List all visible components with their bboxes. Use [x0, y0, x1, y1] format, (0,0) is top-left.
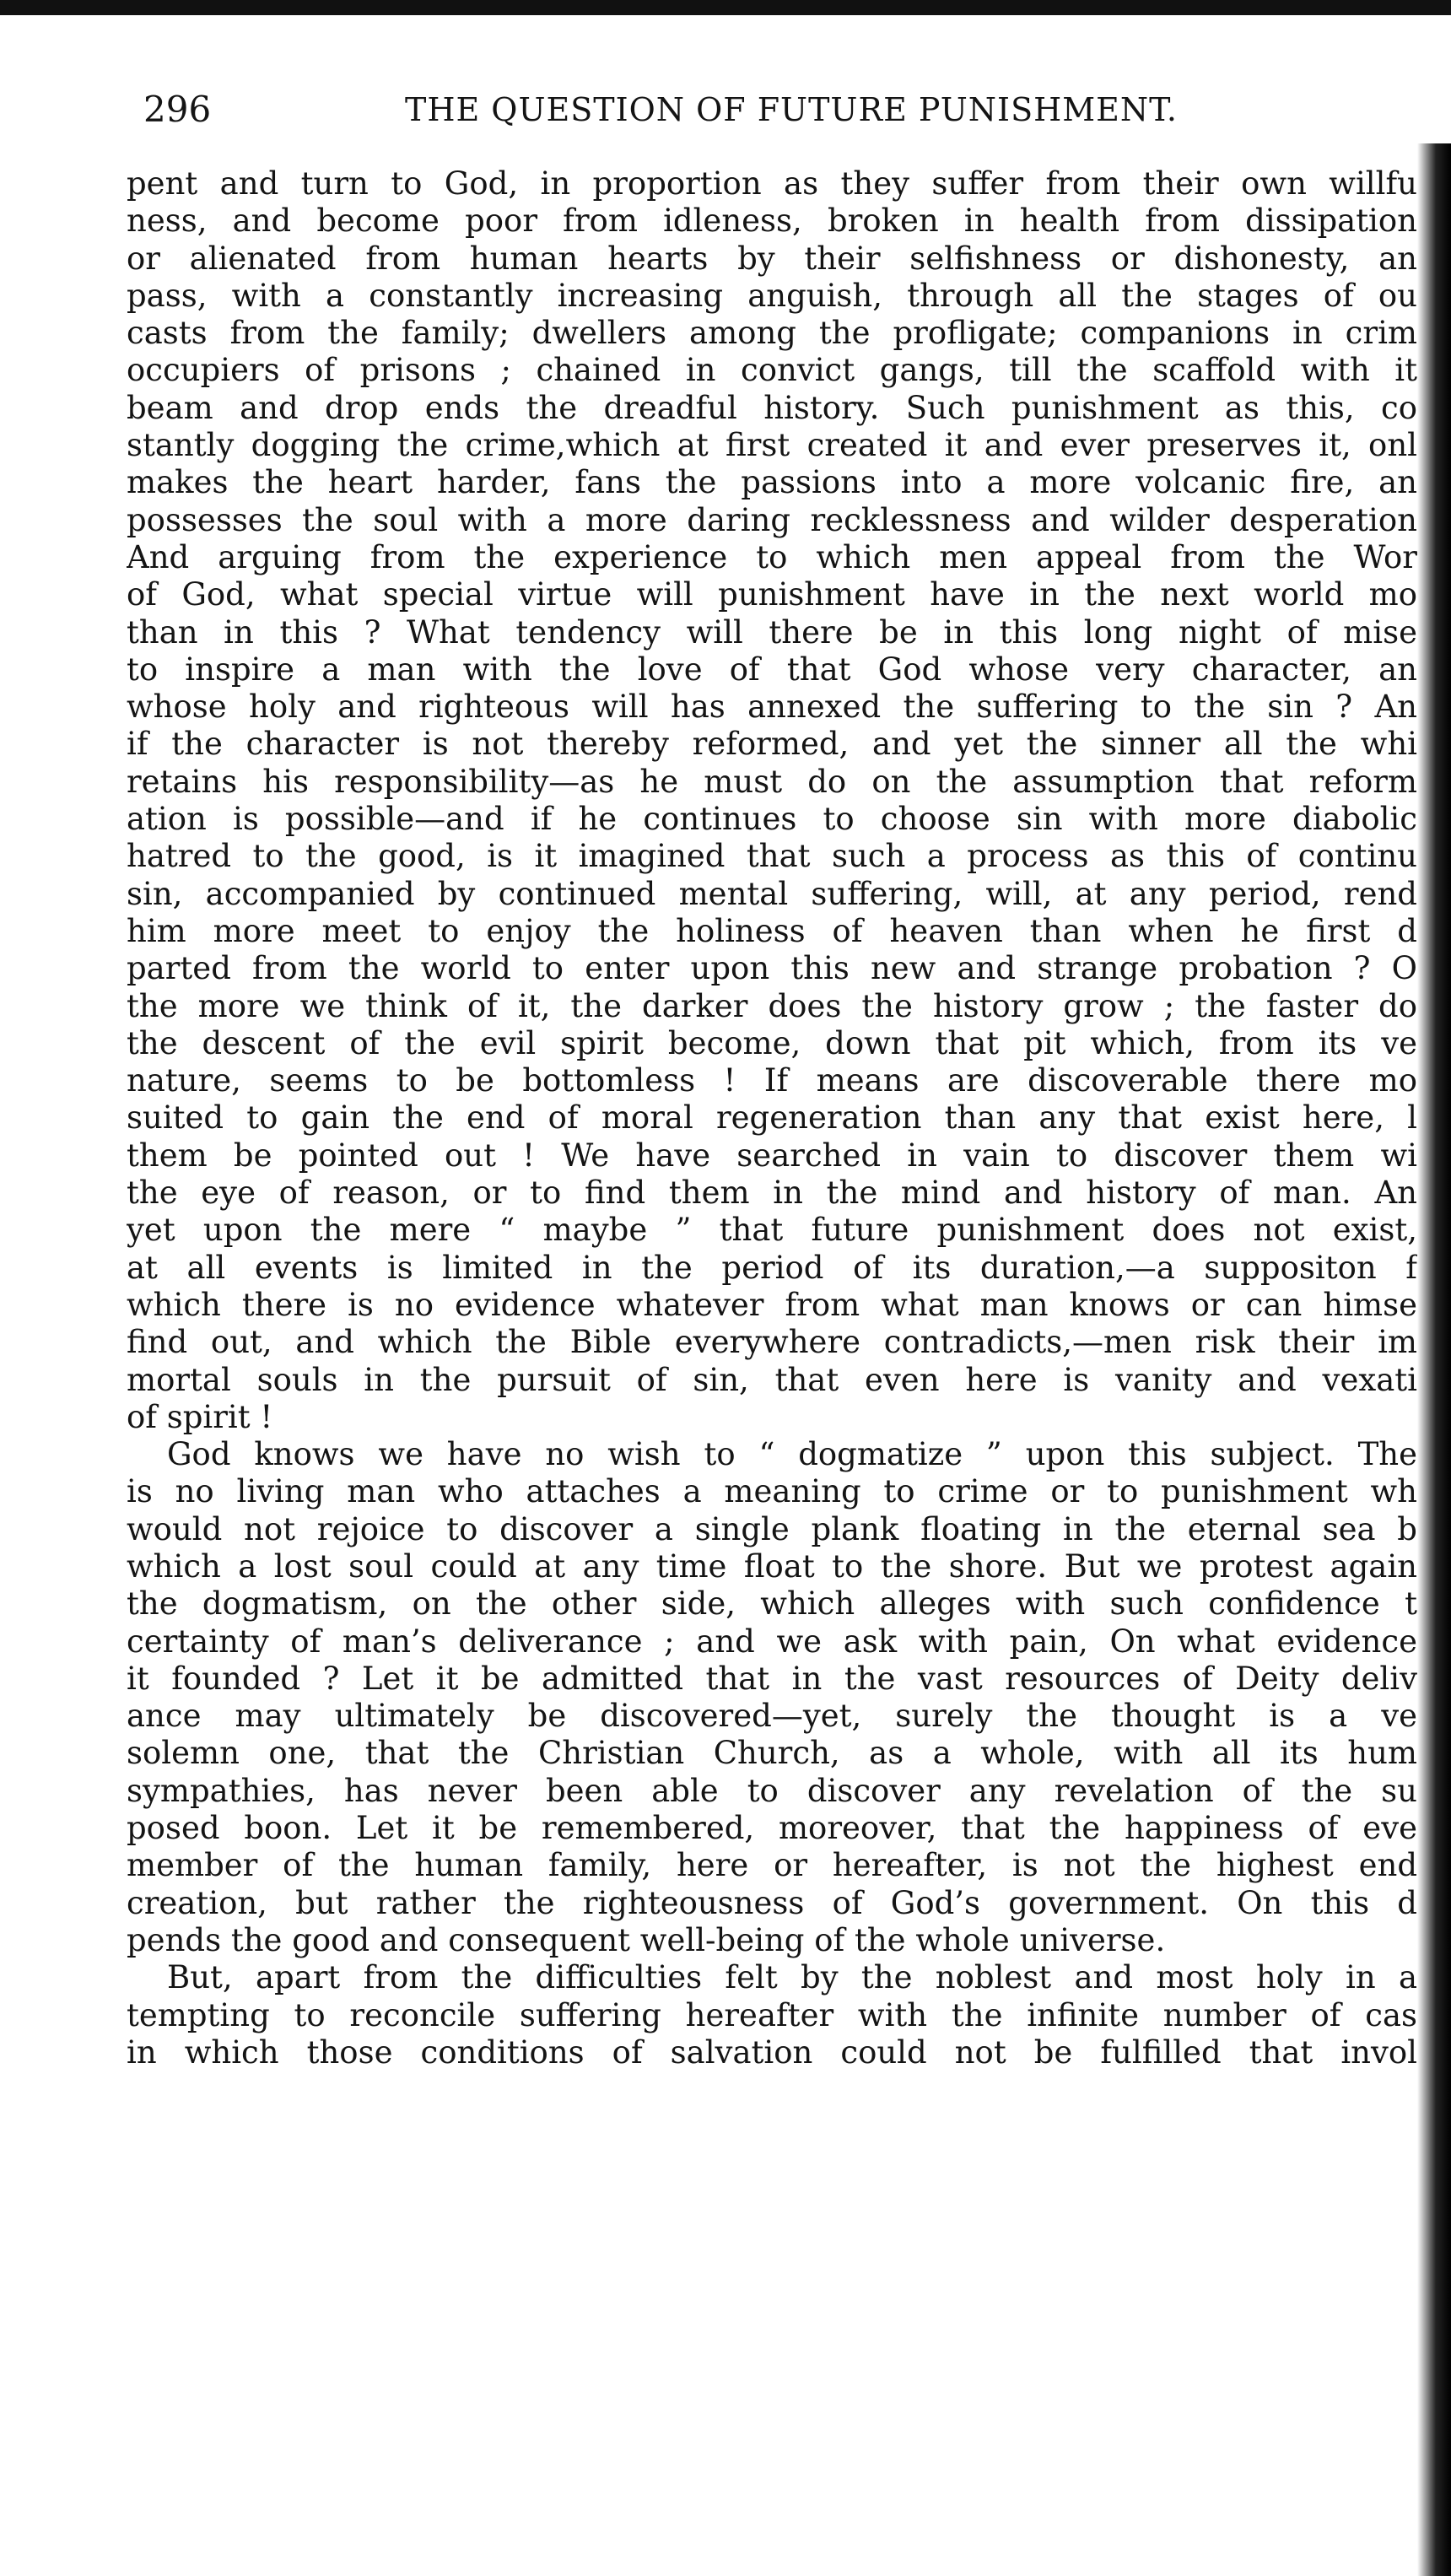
- text-line: casts from the family; dwellers among the profligate; companions in crim: [127, 315, 1417, 352]
- text-line: of God, what special virtue will punishment have in the next world mo: [127, 576, 1417, 613]
- text-line: nature, seems to be bottomless ! If means are discoverable there mo: [127, 1062, 1417, 1099]
- text-line: parted from the world to enter upon this new and strange probation ? O: [127, 950, 1417, 987]
- text-line: in which those conditions of salvation could not be fulfilled that invol: [127, 2033, 1417, 2071]
- text-line: mortal souls in the pursuit of sin, that even here is vanity and vexati: [127, 1361, 1417, 1398]
- text-line: ance may ultimately be discovered—yet, surely the thought is a ve: [127, 1698, 1417, 1735]
- text-line: which a lost soul could at any time float to the shore. But we protest again: [127, 1547, 1417, 1585]
- text-line: them be pointed out ! We have searched in vain to discover them wi: [127, 1137, 1417, 1174]
- text-line: occupiers of prisons ; chained in convict gangs, till the scaffold with it: [127, 352, 1417, 389]
- text-line: is no living man who attaches a meaning to crime or to punishment wh: [127, 1473, 1417, 1510]
- text-line: the more we think of it, the darker does the history grow ; the faster do: [127, 987, 1417, 1024]
- text-line: sympathies, has never been able to discover any revelation of the su: [127, 1772, 1417, 1809]
- text-line: tempting to reconcile suffering hereafter with the infinite number of cas: [127, 1996, 1417, 2033]
- text-line: suited to gain the end of moral regeneration than any that exist here, l: [127, 1099, 1417, 1137]
- top-border-rule: [0, 0, 1451, 15]
- text-line: member of the human family, here or hereafter, is not the highest end: [127, 1847, 1417, 1884]
- text-line: stantly dogging the crime,which at first created it and ever preserves it, onl: [127, 427, 1417, 464]
- binding-gutter-shadow: [1417, 143, 1451, 2576]
- text-line: yet upon the mere “ maybe ” that future punishment does not exist,: [127, 1212, 1417, 1249]
- text-line: if the character is not thereby reformed, and yet the sinner all the whi: [127, 726, 1417, 763]
- text-line: at all events is limited in the period of its duration,—a suppositon f: [127, 1249, 1417, 1286]
- text-line: certainty of man’s deliverance ; and we ask with pain, On what evidence: [127, 1623, 1417, 1660]
- text-line: find out, and which the Bible everywhere contradicts,—men risk their im: [127, 1324, 1417, 1361]
- running-title: THE QUESTION OF FUTURE PUNISHMENT.: [405, 91, 1178, 128]
- text-line: than in this ? What tendency will there be in this long night of mise: [127, 613, 1417, 651]
- text-line: makes the heart harder, fans the passions into a more volcanic fire, an: [127, 464, 1417, 501]
- text-line: pass, with a constantly increasing anguish, through all the stages of ou: [127, 277, 1417, 314]
- text-line: of spirit !: [127, 1398, 273, 1435]
- text-line: the eye of reason, or to find them in the mind and history of man. An: [127, 1175, 1417, 1212]
- body-text: [127, 165, 1417, 2071]
- text-line: posed boon. Let it be remembered, moreover, that the happiness of eve: [127, 1810, 1417, 1847]
- text-line: whose holy and righteous will has annexed the suffering to the sin ? An: [127, 689, 1417, 726]
- text-line: it founded ? Let it be admitted that in the vast resources of Deity deliv: [127, 1660, 1417, 1697]
- text-line: pent and turn to God, in proportion as they suffer from their own willfu: [127, 165, 1417, 202]
- page-number: 296: [143, 89, 212, 130]
- text-line: creation, but rather the righteousness of God’s government. On this d: [127, 1884, 1417, 1921]
- text-line: pends the good and consequent well-being of the whole universe.: [127, 1921, 1166, 1958]
- text-line: God knows we have no wish to “ dogmatize ” upon this subject. The: [167, 1436, 1417, 1473]
- text-line: the descent of the evil spirit become, down that pit which, from its ve: [127, 1024, 1417, 1061]
- text-line: solemn one, that the Christian Church, as a whole, with all its hum: [127, 1735, 1417, 1772]
- text-line: ness, and become poor from idleness, broken in health from dissipation: [127, 203, 1417, 240]
- text-line: But, apart from the difficulties felt by the noblest and most holy in a: [167, 1959, 1417, 1996]
- text-line: the dogmatism, on the other side, which alleges with such confidence t: [127, 1585, 1417, 1623]
- text-line: would not rejoice to discover a single plank floating in the eternal sea b: [127, 1510, 1417, 1547]
- page-header: [143, 84, 1282, 135]
- text-line: to inspire a man with the love of that God whose very character, an: [127, 651, 1417, 688]
- text-line: or alienated from human hearts by their selfishness or dishonesty, an: [127, 240, 1417, 277]
- text-line: hatred to the good, is it imagined that such a process as this of continu: [127, 838, 1417, 875]
- text-line: ation is possible—and if he continues to choose sin with more diabolic: [127, 801, 1417, 838]
- text-line: And arguing from the experience to which men appeal from the Wor: [127, 538, 1417, 575]
- text-line: possesses the soul with a more daring recklessness and wilder desperation: [127, 501, 1417, 538]
- text-line: him more meet to enjoy the holiness of heaven than when he first d: [127, 912, 1417, 949]
- text-line: retains his responsibility—as he must do on the assumption that reform: [127, 763, 1417, 800]
- text-line: beam and drop ends the dreadful history. Such punishment as this, co: [127, 389, 1417, 426]
- text-line: which there is no evidence whatever from what man knows or can himse: [127, 1286, 1417, 1323]
- text-line: sin, accompanied by continued mental suffering, will, at any period, rend: [127, 875, 1417, 912]
